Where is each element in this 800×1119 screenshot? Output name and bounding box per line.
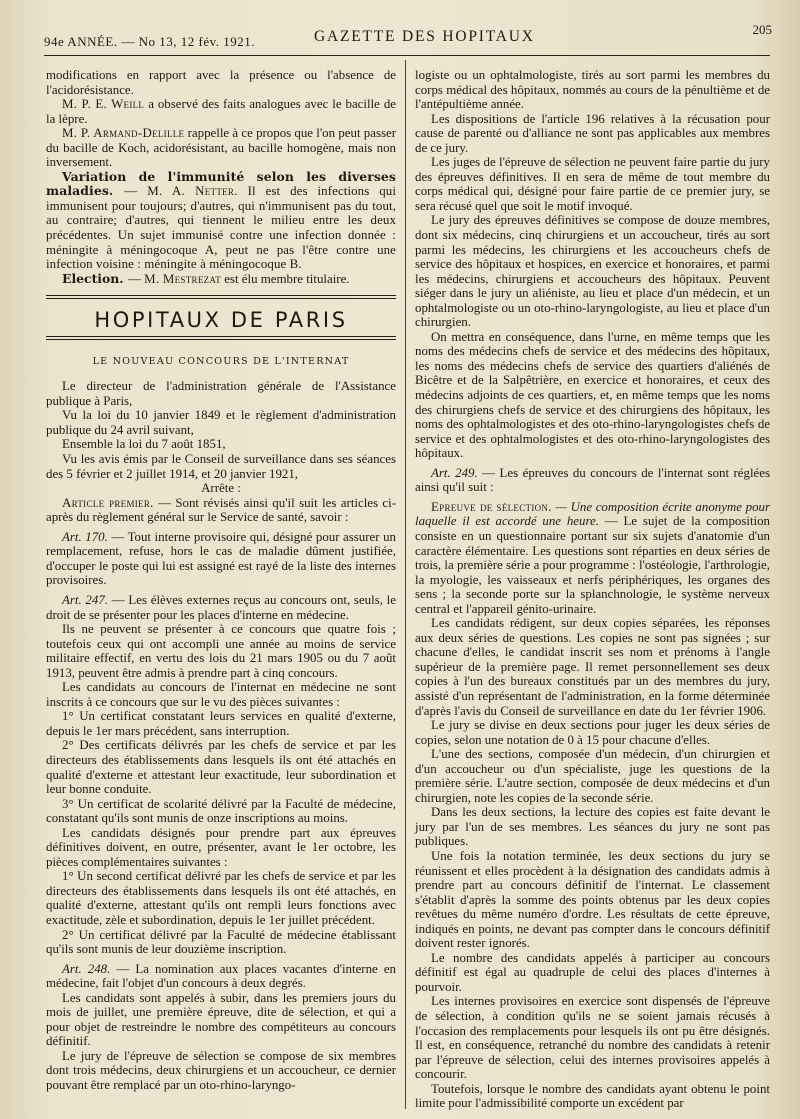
left-column [46,68,396,1093]
paragraph-text: — Les épreuves du concours de l'internat sont réglées ainsi qu'il suit : [415,465,770,495]
article-label: Art. 247. [62,592,108,607]
paragraph: Les dispositions de l'article 196 relatives à la récusation pour cause de parenté ou d'alliance ne sont pas applicables aux membres de ce jury. [415,111,770,155]
article-label: Article premier. [62,495,154,510]
paragraph: Le directeur de l'administration générale de l'Assistance publique à Paris, [46,379,396,408]
paragraph: Les juges de l'épreuve de sélection ne peuvent faire partie du jury des épreuves définitives. Il en sera de même de tout membre du corps médical qui, désigné pour faire partie de ce premier jury, se sera récusé quel que soit le motif invoqué. [415,155,770,213]
list-item: 2° Un certificat délivré par la Faculté de médecine établissant qu'ils sont munis de leur douzième inscription. [46,927,396,957]
paragraph [415,466,770,495]
election-paragraph: Election. — M. Mestrezat est élu membre titulaire. [62,270,350,286]
paragraph: Ensemble la loi du 7 août 1851, [62,437,226,452]
paragraph-text: — Tout interne provisoire qui, désigné pour assurer un remplacement, refuse, hors le cas de maladie dûment justifiée, d'occuper le poste qui lui est assigné est rayé de la liste des internes provisoires. [46,529,396,588]
section-rule [46,336,396,340]
paragraph-text: a observé des faits analogues avec le bacille de la lèpre. [46,97,396,126]
page-number: 205 [752,22,772,37]
column-divider [405,60,406,1109]
paragraph-text: — Le sujet de la composition consiste en un questionnaire portant sur six sujets d'anatomie d'un caractère élémentaire. Les questions sont réparties en deux séries de trois, la première série a pour programme : l'ostéologie, l'arthrologie, la myologie, les vaisseaux et nerfs périphériques, les organes des sens ; la seconde porte sur la splanchnologie, le système nerveux central et l'appareil génito-urinaire. [415,514,770,616]
speaker-name: M. Mestrezat [144,271,222,286]
paragraph: On mettra en conséquence, dans l'urne, en même temps que les noms des médecins chefs de service et des médecins des hôpitaux, les noms des médecins chefs de service des quartiers d'aliénés de Bicêtre et de la Salpêtrière, en exercice et honoraires, et ceux des médecins adjoints de ces quartiers, et, en même temps que les noms des chirurgiens chefs de service et des chirurgiens des hôpitaux, les noms des ophtalmologistes et des oto-rhino-laryngologistes chefs de service et des ophtalmologistes et des oto-rhino-laryngologistes des hôpitaux. [415,329,770,461]
paragraph [46,97,396,126]
article-label: Art. 248. [62,961,111,976]
right-column [415,68,770,1111]
paragraph: Vu la loi du 10 janvier 1849 et le règlement d'administration publique du 24 avril suivant, [46,408,396,437]
paragraph-text: — La nomination aux places vacantes d'interne en médecine, fait l'objet d'un concours à deux degrés. [46,961,396,991]
paragraph [415,500,770,616]
paragraph: Les internes provisoires en exercice sont dispensés de l'épreuve de sélection, à condition qu'ils ne se soient jamais récusés à l'occasion des remplacements pour lesquels ils ont pu être désignés. Il est, en conséquence, retranché du nombre des candidats à retenir par l'épreuve de sélection, celui des internes provisoires appelés à concourir. [415,994,770,1082]
list-item: 1° Un second certificat délivré par les chefs de service et par les directeurs des établissements dans lesquels ils ont été attachés, en qualité d'externe, attestant qu'ils ont rempli leurs fonctions avec exactitude, zèle et subordination, depuis le 1er juillet précédent. [46,869,396,927]
list-item: 1° Un certificat constatant leurs services en qualité d'externe, depuis le 1er mars précédent, sans interruption. [46,709,396,738]
paragraph [46,496,396,525]
arrete-line: Arrête : [201,481,241,496]
paragraph: Le jury de l'épreuve de sélection se compose de six membres dont trois médecins, deux chirurgiens et un accoucheur, ce dernier pouvant être remplacé par un oto-rhino-laryngo- [46,1048,396,1092]
section-title: HOPITAUX DE PARIS [94,308,348,333]
list-item: 3° Un certificat de scolarité délivré par la Faculté de médecine, constatant qu'ils sont munis de onze inscriptions au moins. [46,796,396,826]
paragraph-text: — Sont révisés ainsi qu'il suit les articles ci-après du règlement général sur le Service de santé, savoir : [46,495,397,525]
header-rule [44,55,770,56]
paragraph: Les candidats sont appelés à subir, dans les premiers jours du mois de juillet, une première épreuve, dite de sélection, et qui a pour objet de restreindre le nombre des compétiteurs au concours définitif. [46,990,396,1049]
paragraph: Vu les avis émis par le Conseil de surveillance dans ses séances des 5 février et 2 juillet 1914, et 20 janvier 1921, [46,452,396,481]
paragraph: Toutefois, lorsque le nombre des candidats ayant obtenu le point limite pour l'admissibilité comporte un excédent par [415,1081,770,1111]
paragraph-text: Il est des infections qui immunisent pour toujours; d'autres, qui n'immunisent pas du tout, au contraire; d'autres, qui tiennent le milieu entre les deux précédentes. Un sujet immunisé contre une infection donnée : méningite à méningocoque A, peut ne pas l'être contre une infection voisine : méningite à méningocoque B. [46,184,397,272]
article-title: LE NOUVEAU CONCOURS DE L'INTERNAT [92,355,350,367]
speaker-name: M. P. E. Weill [62,97,145,112]
paragraph [46,126,396,170]
paragraph-text: est élu membre titulaire. [221,271,350,286]
paragraph: Les candidats au concours de l'internat en médecine ne sont inscrits à ce concours que sur le vu des pièces suivantes : [46,680,396,709]
paragraph [46,593,396,622]
speaker-name: M. P. Armand-Delille [62,126,185,141]
epreuve-description: — Une composition écrite anonyme pour laquelle il est accordé une heure. [415,499,770,529]
paragraph: Ils ne peuvent se présenter à ce concours que quatre fois ; toutefois ceux qui ont accompli une année au moins de service militaire effectif, en vertu des lois du 21 mars 1905 ou du 7 août 1913, peuvent être admis à prendre part à cinq concours. [46,622,396,680]
page-header [44,22,772,52]
paragraph-text: — Les élèves externes reçus au concours ont, seuls, le droit de se présenter pour les places d'interne en médecine. [46,592,396,622]
paragraph: Le nombre des candidats appelés à participer au concours définitif est égal au quadruple de celui des places d'internes à pourvoir. [415,950,770,994]
paragraph [46,962,396,991]
paragraph-text: rappelle à ce propos que l'on peut passer du bacille de Koch, acidorésistant, au bacille homogène, mais non inversement. [46,126,396,170]
epreuve-label: Epreuve de sélection. [431,499,552,514]
paragraph: Les candidats désignés pour prendre part aux épreuves définitives doivent, en outre, présenter, avant le 1er octobre, les pièces complémentaires suivantes : [46,825,396,869]
subsection-heading: Variation de l'immunité selon les diverses maladies. — M. A. Netter. Il est des infections qui immunisent pour toujours; d'autres, qui n'immunisent pas du tout, au contraire; d'autres, qui tiennent le milieu entre les deux précédentes. Un sujet immunisé contre une infection donnée : méningite à méningocoque A, peut ne pas l'être contre une infection voisine : méningite à méningocoque B. [46,168,397,272]
paragraph: Une fois la notation terminée, les deux sections du jury se réunissent et elles procèdent à la désignation des candidats admis à prendre part au concours définitif de l'internat. Le classement s'établit d'après la somme des points obtenus par les deux copies revêtues du même numéro d'ordre. Les résultats de cette épreuve, indiqués en points, ne devant pas compter dans le concours définitif doivent rester ignorés. [415,848,770,951]
paragraph: Les candidats rédigent, sur deux copies séparées, les réponses aux deux séries de questions. Les copies ne sont pas signées ; sur chacune d'elles, le candidat inscrit ses nom et prénoms à l'angle supérieur de la première page. Il remet personnellement ses deux copies à l'un des bureaux constitués par un des membres du jury, assisté d'un représentant de l'administration, en la forme déterminée d'après l'avis du Conseil de surveillance en date du 1er février 1906. [415,616,770,718]
paragraph: Dans les deux sections, la lecture des copies est faite devant le jury par l'un de ses membres. Les séances du jury ne sont pas publiques. [415,805,770,849]
paragraph: L'une des sections, composée d'un médecin, d'un chirurgien et d'un accoucheur ou d'un spécialiste, juge les questions de la première série. L'autre section, composée de deux médecins et d'un chirurgien, note les copies de la seconde série. [415,747,770,805]
article-label: Art. 249. [431,465,478,480]
heading-text: Variation de l'immunité selon les diverses maladies. [46,168,396,199]
speaker-name: M. A. Netter. [147,184,238,199]
paragraph: modifications en rapport avec la présence ou l'absence de l'acidorésistance. [46,68,396,97]
article-label: Art. 170. [62,529,108,544]
paragraph: Le jury des épreuves définitives se compose de douze membres, dont six médecins, cinq chirurgiens et un accoucheur, tirés au sort parmi les médecins, les chirurgiens et les accoucheurs chefs de service des hôpitaux et hospices, en exercice et honoraires, et parmi les médecins, chirurgiens et accoucheurs des hôpitaux. Peuvent siéger dans le jury un aliéniste, au lieu et place d'un médecin, et un ophtalmologiste ou un oto-rhino-laryngologiste, au lieu et place d'un chirurgien. [415,213,770,330]
paragraph [46,530,396,588]
paragraph: logiste ou un ophtalmologiste, tirés au sort parmi les membres du corps médical des hôpitaux, nommés au cours de la pénultième et de l'antépultième année. [415,68,770,112]
section-rule [46,295,396,299]
issue-info: 94e ANNÉE. — No 13, 12 fév. 1921. [44,34,255,49]
paragraph: Le jury se divise en deux sections pour juger les deux séries de copies, selon une notation de 0 à 15 pour chacune d'elles. [415,718,770,747]
heading-text: Election. [62,270,124,286]
list-item: 2° Des certificats délivrés par les chefs de service et par les directeurs des établissements dans lesquels ils ont été attachés en qualité d'externe et attestant leur exactitude, leur subordination et leur bonne conduite. [46,738,396,797]
journal-title: GAZETTE DES HOPITAUX [314,28,535,45]
